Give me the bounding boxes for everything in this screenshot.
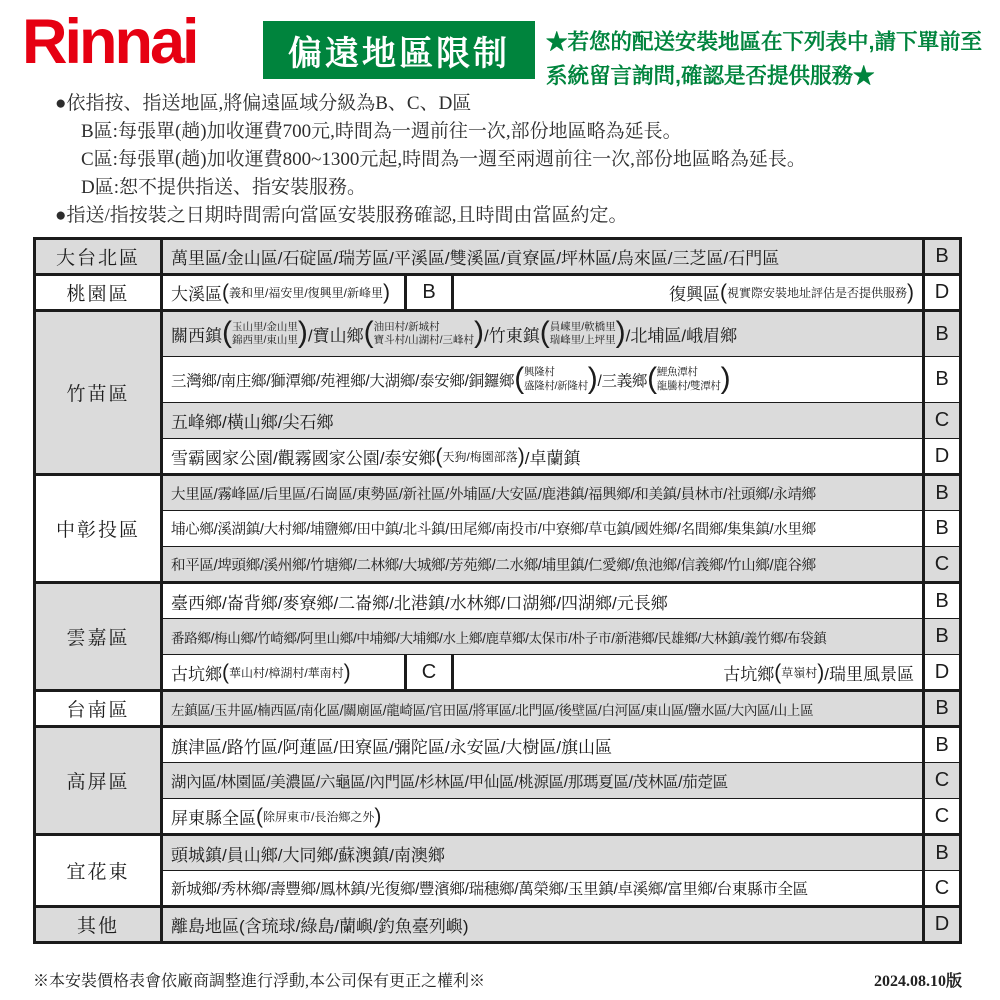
table-row (35, 763, 961, 799)
area-list-cell (162, 403, 924, 439)
split-right (454, 655, 922, 689)
village-line: 員崠里/軟橋里 (549, 320, 616, 333)
area-text: 關西鎮 (171, 326, 222, 346)
table-row (35, 403, 961, 439)
village-line: 油田村/新城村 (373, 320, 440, 333)
area-text: /寶山鄉 (307, 326, 364, 346)
grading-intro (55, 90, 806, 230)
area-subnote: 華山村/樟湖村/華南村 (229, 665, 344, 680)
split-left (163, 655, 404, 689)
grade-badge: B (924, 727, 961, 763)
area-text: /卓蘭鎮 (524, 448, 581, 468)
area-text: 新城鄉/秀林鄉/壽豐鄉/鳳林鎮/光復鄉/豐濱鄉/瑞穗鄉/萬榮鄉/玉里鎮/卓溪鄉/富里鄉/台東縣市全區 (171, 881, 808, 898)
village-stack (374, 321, 474, 347)
split-row (163, 276, 922, 309)
paren-open-icon: ( (363, 316, 374, 349)
grade-badge: C (924, 403, 961, 439)
paren-close-icon: ) (343, 660, 351, 684)
village-line: 寶斗村/山湖村/三峰村 (373, 334, 474, 346)
village-line: 錦西里/東山里 (232, 334, 298, 346)
grade-badge: C (924, 799, 961, 835)
intro-bullet-1: ●依指按、指送地區,將偏遠區域分級為B、C、D區 (55, 93, 472, 114)
area-list-cell (162, 763, 924, 799)
paren-open-icon: ( (222, 281, 229, 304)
region-label: 高屏區 (35, 727, 162, 835)
table-row (35, 239, 961, 275)
service-note-line1: ★若您的配送安裝地區在下列表中,請下單前至 (546, 30, 982, 54)
area-text: 離島地區(含琉球/綠島/蘭嶼/釣魚臺列嶼) (171, 917, 469, 936)
area-list-cell (162, 439, 924, 475)
area-list-cell (162, 619, 924, 655)
grade-badge: B (924, 239, 961, 275)
area-text: 番路鄉/梅山鄉/竹崎鄉/阿里山鄉/中埔鄉/大埔鄉/水上鄉/鹿草鄉/太保市/朴子市/新港鄉/民雄鄉/大林鎮/義竹鄉/布袋鎮 (171, 630, 827, 646)
village-stack (232, 321, 298, 347)
grade-badge: B (924, 691, 961, 727)
table-row (35, 275, 961, 311)
region-label: 中彰投區 (35, 475, 162, 583)
table-row (35, 907, 961, 943)
paren-open-icon: ( (222, 660, 229, 684)
area-subnote: 除屏東市/長治鄉之外 (263, 809, 375, 824)
area-text: 屏東縣全區 (171, 808, 256, 828)
village-line: 興隆村 (523, 366, 555, 379)
area-text: 頭城鎮/員山鄉/大同鄉/蘇澳鎮/南澳鄉 (171, 845, 445, 865)
table-row (35, 439, 961, 475)
grade-badge: D (924, 439, 961, 475)
area-text: 復興區 (668, 285, 720, 304)
area-text: 和平區/埤頭鄉/溪州鄉/竹塘鄉/二林鄉/大城鄉/芳苑鄉/二水鄉/埔里鎮/仁愛鄉/魚池鄉/信義鄉/竹山鄉/鹿谷鄉 (171, 557, 816, 574)
area-list-cell (162, 547, 924, 583)
area-list-cell (162, 799, 924, 835)
paren-close-icon: ) (474, 316, 484, 349)
village-stack (524, 366, 588, 392)
region-label: 宜花東 (35, 835, 162, 907)
grade-badge: D (924, 655, 961, 691)
area-subnote: 天狗/梅園部落 (442, 449, 518, 464)
grade-badge: C (404, 655, 454, 689)
area-list-cell (162, 835, 924, 871)
paren-close-icon: ) (383, 281, 391, 304)
paren-open-icon: ( (222, 316, 232, 349)
area-text: /竹東鎮 (484, 326, 540, 346)
region-label: 台南區 (35, 691, 162, 727)
area-text: 臺西鄉/崙背鄉/麥寮鄉/二崙鄉/北港鎮/水林鄉/口湖鄉/四湖鄉/元長鄉 (171, 593, 668, 613)
paren-close-icon: ) (817, 660, 825, 684)
area-list-cell (162, 475, 924, 511)
service-note (546, 25, 982, 93)
grade-badge: B (924, 583, 961, 619)
page-title: 偏遠地區限制 (288, 34, 510, 73)
paren-close-icon: ) (297, 316, 308, 349)
village-line: 瑞峰里/上坪里 (549, 334, 616, 346)
table-row (35, 619, 961, 655)
paren-open-icon: ( (719, 281, 727, 304)
village-line: 龍騰村/雙潭村 (656, 379, 721, 392)
paren-close-icon: ) (587, 361, 598, 395)
area-text: 三灣鄉/南庄鄉/獅潭鄉/苑裡鄉/大湖鄉/泰安鄉/銅鑼鄉 (171, 372, 515, 390)
paren-open-icon: ( (514, 361, 524, 395)
footer-note: ※本安裝價格表會依廠商調整進行浮動,本公司保有更正之權利※ (33, 973, 486, 990)
area-list-cell (162, 311, 924, 357)
area-text: /瑞里風景區 (824, 664, 914, 684)
table-row (35, 511, 961, 547)
village-line: 玉山里/金山里 (232, 320, 298, 333)
area-text: /北埔區/峨眉鄉 (625, 326, 738, 346)
table-row (35, 691, 961, 727)
grade-badge: C (924, 763, 961, 799)
table-row (35, 311, 961, 357)
region-label: 其他 (35, 907, 162, 943)
grade-badge: B (924, 357, 961, 403)
table-row (35, 871, 961, 907)
area-list-cell (162, 357, 924, 403)
area-subnote: 義和里/福安里/復興里/新峰里 (229, 286, 384, 300)
rinnai-logo: Rinnai (22, 7, 197, 77)
area-list-cell (162, 691, 924, 727)
grade-d-desc: D區:恕不提供指送、指安裝服務。 (81, 177, 367, 198)
region-label: 竹苗區 (35, 311, 162, 475)
split-left (163, 276, 404, 309)
remote-area-table (33, 237, 962, 944)
area-text: 古坑鄉 (723, 664, 775, 684)
table-row (35, 357, 961, 403)
page-title-badge (263, 21, 535, 79)
village-stack (657, 366, 721, 392)
table-row (35, 655, 961, 691)
table-row (35, 835, 961, 871)
grade-badge: C (924, 871, 961, 907)
grade-badge: B (924, 311, 961, 357)
table-row (35, 799, 961, 835)
area-text: 雪霸國家公園/觀霧國家公園/泰安鄉 (171, 448, 436, 468)
grade-badge: B (924, 475, 961, 511)
split-right (454, 276, 922, 309)
area-list-cell (162, 907, 924, 943)
table-row (35, 475, 961, 511)
table-body (35, 239, 961, 943)
area-text: /三義鄉 (597, 372, 648, 390)
grade-b-desc: B區:每張單(趟)加收運費700元,時間為一週前往一次,部份地區略為延長。 (81, 121, 682, 142)
grade-badge: B (924, 619, 961, 655)
paren-open-icon: ( (539, 316, 550, 349)
area-text: 五峰鄉/橫山鄉/尖石鄉 (171, 413, 334, 432)
paren-open-icon: ( (435, 444, 443, 468)
area-subnote: 草嶺村 (781, 665, 818, 680)
area-list-cell (162, 583, 924, 619)
grade-badge: B (924, 511, 961, 547)
grade-badge: C (924, 547, 961, 583)
area-list-cell (162, 511, 924, 547)
intro-bullet-2: ●指送/指按裝之日期時間需向當區安裝服務確認,且時間由當區約定。 (55, 205, 628, 226)
paren-close-icon: ) (374, 804, 382, 828)
area-subnote: 視實際安裝地址評估是否提供服務 (726, 286, 907, 300)
service-note-line2: 系統留言詢問,確認是否提供服務★ (546, 64, 875, 88)
table-row (35, 727, 961, 763)
area-list-cell (162, 871, 924, 907)
table-row (35, 547, 961, 583)
grade-badge: D (924, 907, 961, 943)
grade-badge: D (924, 275, 961, 311)
paren-close-icon: ) (615, 316, 626, 349)
region-label: 大台北區 (35, 239, 162, 275)
grade-c-desc: C區:每張單(趟)加收運費800~1300元起,時間為一週至兩週前往一次,部份地區略為延長。 (81, 149, 806, 170)
area-list-cell (162, 655, 924, 691)
area-list-cell (162, 275, 924, 311)
area-text: 旗津區/路竹區/阿蓮區/田寮區/彌陀區/永安區/大樹區/旗山區 (171, 737, 613, 757)
area-text: 萬里區/金山區/石碇區/瑞芳區/平溪區/雙溪區/貢寮區/坪林區/烏來區/三芝區/石門區 (171, 249, 780, 268)
paren-open-icon: ( (774, 660, 782, 684)
region-label: 桃園區 (35, 275, 162, 311)
paren-open-icon: ( (647, 361, 657, 395)
area-text: 左鎮區/玉井區/楠西區/南化區/關廟區/龍崎區/官田區/將軍區/北門區/後壁區/白河區/東山區/鹽水區/大內區/山上區 (171, 702, 814, 718)
grade-badge: B (404, 276, 454, 309)
village-stack (550, 321, 616, 347)
area-text: 古坑鄉 (171, 664, 222, 684)
paren-open-icon: ( (256, 804, 263, 828)
paren-close-icon: ) (517, 444, 525, 468)
area-list-cell (162, 239, 924, 275)
village-line: 盛隆村/新隆村 (523, 379, 588, 392)
village-line: 鯉魚潭村 (656, 366, 698, 379)
version-label: 2024.08.10版 (873, 973, 962, 990)
paren-close-icon: ) (720, 361, 731, 395)
area-list-cell (162, 727, 924, 763)
area-text: 大溪區 (171, 285, 222, 304)
area-text: 大里區/霧峰區/后里區/石崗區/東勢區/新社區/外埔區/大安區/鹿港鎮/福興鄉/和美鎮/員林市/社頭鄉/永靖鄉 (171, 486, 816, 503)
footer (33, 968, 962, 991)
paren-close-icon: ) (907, 281, 914, 304)
area-text: 埔心鄉/溪湖鎮/大村鄉/埔鹽鄉/田中鎮/北斗鎮/田尾鄉/南投市/中寮鄉/草屯鎮/國姓鄉/名間鄉/集集鎮/水里鄉 (171, 522, 816, 538)
grade-badge: B (924, 835, 961, 871)
table-row (35, 583, 961, 619)
split-row (163, 655, 922, 689)
region-label: 雲嘉區 (35, 583, 162, 691)
area-text: 湖內區/林園區/美濃區/六龜區/內門區/杉林區/甲仙區/桃源區/那瑪夏區/茂林區/茄萣區 (171, 773, 728, 791)
